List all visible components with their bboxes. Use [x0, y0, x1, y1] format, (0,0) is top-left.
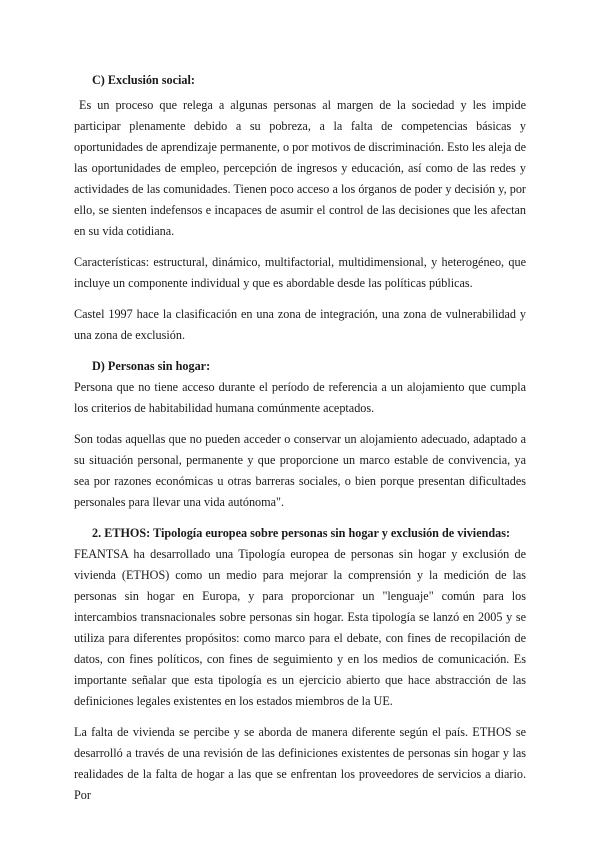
section-d-paragraph-2: Son todas aquellas que no pueden acceder o conservar un alojamiento adecuado, adaptado a su situación personal, permanente y que proporcione un marco estable de convivencia, ya sea por razones económicas u otras barreras sociales, o bien porque presentan dificultades personales para llevar una vida autónoma". — [74, 432, 526, 509]
section-c-paragraph-3: Castel 1997 hace la clasificación en una zona de integración, una zona de vulnerabilidad y una zona de exclusión. — [74, 307, 526, 342]
section-2-heading: 2. ETHOS: Tipología europea sobre personas sin hogar y exclusión de viviendas: — [92, 526, 511, 540]
section-d-paragraph-1: Persona que no tiene acceso durante el período de referencia a un alojamiento que cumpla los criterios de habitabilidad humana comúnmente aceptados. — [74, 380, 526, 415]
section-2-paragraph-2: La falta de vivienda se percibe y se aborda de manera diferente según el país. ETHOS se desarrolló a través de una revisión de las definiciones existentes de personas sin hogar y las realidades de la falta de hogar a las que se enfrentan los proveedores de servicios a diario. Por — [74, 725, 526, 802]
section-c-heading: C) Exclusión social: — [92, 73, 195, 87]
section-c-paragraph-2: Características: estructural, dinámico, multifactorial, multidimensional, y heterogéneo, que incluye un componente individual y que es abordable desde las políticas públicas. — [74, 255, 526, 290]
section-d-heading: D) Personas sin hogar: — [92, 359, 211, 373]
section-2-paragraph-1: FEANTSA ha desarrollado una Tipología europea de personas sin hogar y exclusión de vivienda (ETHOS) como un medio para mejorar la comprensión y la medición de las personas sin hogar en Europa, y para proporcionar un "lenguaje" común para los intercambios transnacionales sobre personas sin hogar. Esta tipología se lanzó en 2005 y se utiliza para diferentes propósitos: como marco para el debate, con fines de recopilación de datos, con fines políticos, con fines de seguimiento y en los medios de comunicación. Es importante señalar que esta tipología es un ejercicio abierto que hace abstracción de las definiciones legales existentes en los estados miembros de la UE. — [74, 547, 526, 708]
section-c-paragraph-1: Es un proceso que relega a algunas personas al margen de la sociedad y les impide participar plenamente debido a su pobreza, a la falta de competencias básicas y oportunidades de aprendizaje permanente, o por motivos de discriminación. Esto les aleja de las oportunidades de empleo, percepción de ingresos y educación, así como de las redes y actividades de las comunidades. Tienen poco acceso a los órganos de poder y decisión y, por ello, se sienten indefensos e incapaces de asumir el control de las decisiones que les afectan en su vida cotidiana. — [74, 98, 526, 238]
document-page — [74, 62, 526, 806]
